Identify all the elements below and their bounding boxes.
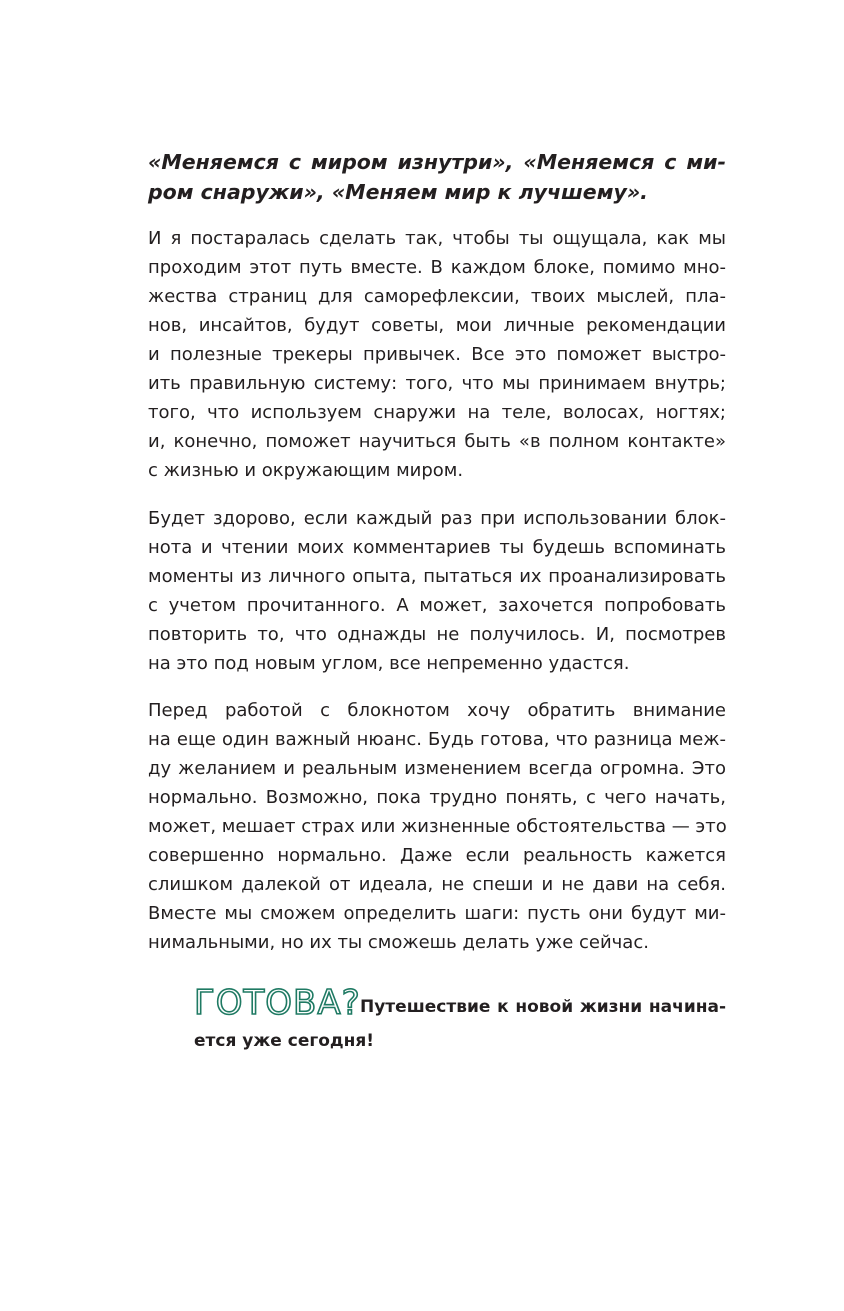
text-line: с учетом прочитанного. А может, захочется попробовать [148, 595, 726, 616]
text-line: нимальными, но их ты сможешь делать уже сейчас. [148, 932, 649, 953]
text-line: Перед работой с блокнотом хочу обратить внимание [148, 700, 726, 721]
callout-word: ГОТОВА? [194, 983, 361, 1023]
text-line: на еще один важный нюанс. Будь готова, что разница меж- [148, 729, 726, 750]
text-line: нов, инсайтов, будут советы, мои личные рекомендации [148, 315, 726, 336]
text-line: ду желанием и реальным изменением всегда огромна. Это [148, 758, 726, 779]
text-line: повторить то, что однажды не получилось. И, посмотрев [148, 624, 726, 645]
callout-line: Путешествие к новой жизни начина- [360, 997, 726, 1017]
text-line: того, что используем снаружи на теле, волосах, ногтях; [148, 402, 726, 423]
text-line: может, мешает страх или жизненные обстоятельства — это [148, 816, 727, 837]
text-line: слишком далекой от идеала, не спеши и не дави на себя. [148, 874, 726, 895]
heading-line: ром снаружи», «Меняем мир к лучшему». [148, 180, 648, 204]
heading-line: «Меняемся с миром изнутри», «Меняемся с ми- [148, 150, 726, 174]
text-line: нормально. Возможно, пока трудно понять, с чего начать, [148, 787, 726, 808]
text-line: И я постаралась сделать так, чтобы ты ощущала, как мы [148, 228, 726, 249]
text-line: жества страниц для саморефлексии, твоих мыслей, пла- [148, 286, 726, 307]
text-line: и полезные трекеры привычек. Все это поможет выстро- [148, 344, 726, 365]
text-line: моменты из личного опыта, пытаться их проанализировать [148, 566, 726, 587]
text-line: нота и чтении моих комментариев ты будешь вспоминать [148, 537, 726, 558]
text-line: Будет здорово, если каждый раз при использовании блок- [148, 508, 726, 529]
text-line: и, конечно, поможет научиться быть «в полном контакте» [148, 431, 726, 452]
text-line: с жизнью и окружающим миром. [148, 460, 464, 481]
text-line: проходим этот путь вместе. В каждом блоке, помимо мно- [148, 257, 726, 278]
text-line: ить правильную систему: того, что мы принимаем внутрь; [148, 373, 726, 394]
text-line: на это под новым углом, все непременно удастся. [148, 653, 630, 674]
callout-line: ется уже сегодня! [194, 1031, 375, 1051]
text-line: Вместе мы сможем определить шаги: пусть они будут ми- [148, 903, 726, 924]
text-line: совершенно нормально. Даже если реальность кажется [148, 845, 726, 866]
